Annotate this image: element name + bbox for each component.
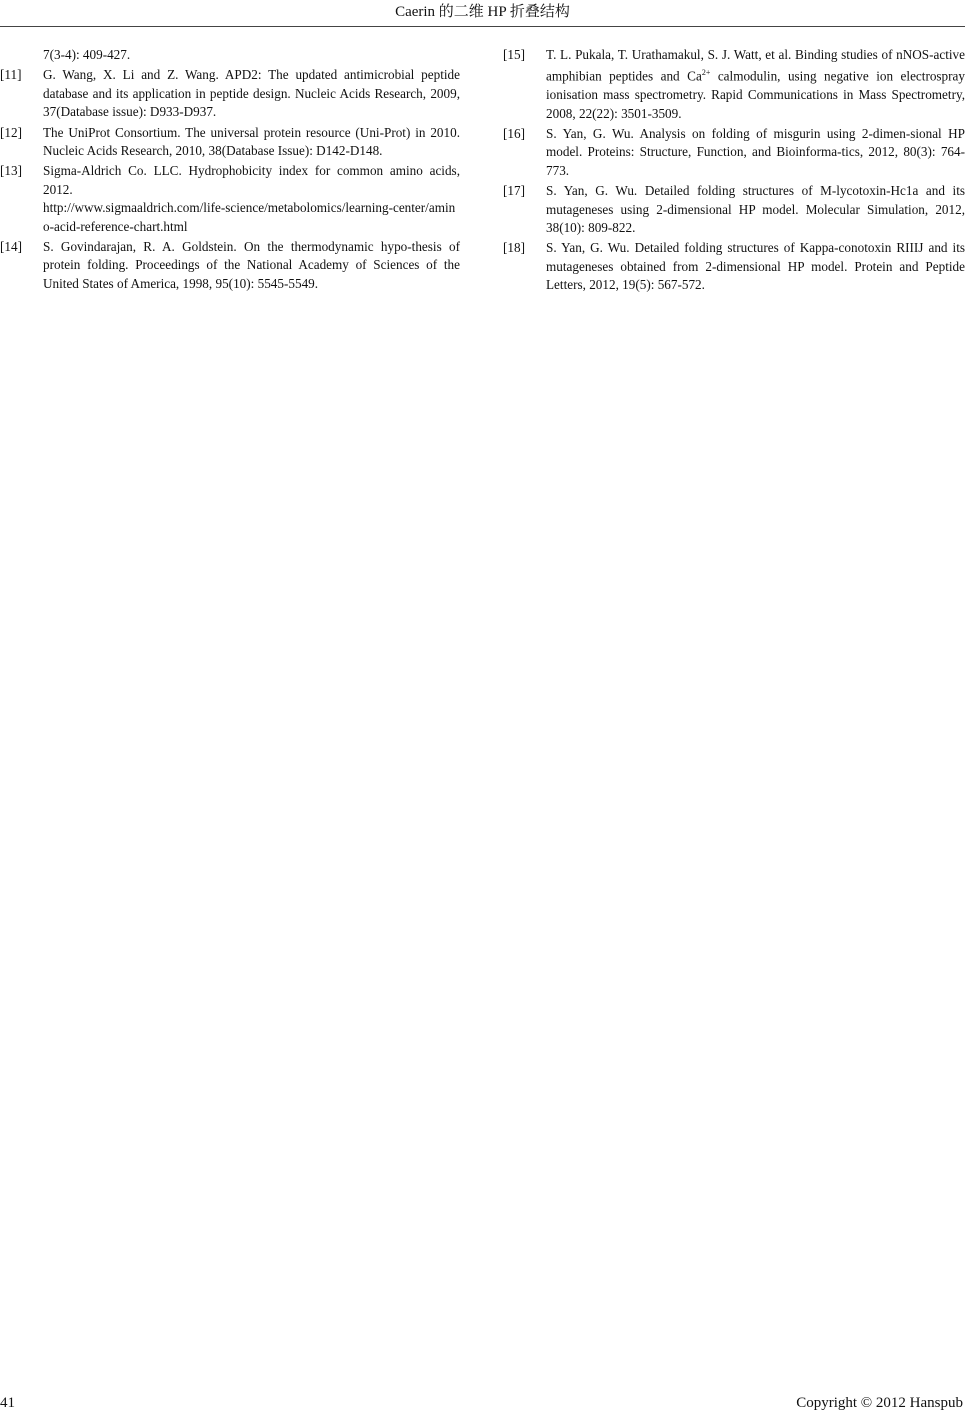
reference-number: [14] [0, 239, 22, 255]
reference-continuation: 7(3-4): 409-427. [43, 47, 131, 62]
reference-item [0, 238, 460, 293]
superscript-charge: 2+ [701, 68, 711, 78]
reference-text: G. Wang, X. Li and Z. Wang. APD2: The updated antimicrobial peptide database and its application in peptide design. Nucleic Acids Research, 2009, 37(Database issue): D933-D937. [43, 67, 460, 120]
reference-text: The UniProt Consortium. The universal protein resource (Uni-Prot) in 2010. Nucleic Acids Research, 2010, 38(Database Issue): D142-D148. [43, 124, 460, 159]
reference-item [0, 124, 460, 161]
reference-item [503, 125, 965, 180]
page-number: 41 [0, 1395, 15, 1411]
reference-item [0, 66, 460, 121]
reference-number: [13] [0, 163, 22, 179]
references-left-column [0, 46, 460, 295]
reference-number: [18] [503, 240, 525, 256]
running-header: Caerin 的二维 HP 折叠结构 [395, 4, 570, 20]
reference-item [503, 46, 965, 123]
reference-number: [17] [503, 183, 525, 199]
reference-text: calmodulin, using negative ion electrospray ionisation mass spectrometry. Rapid Communications in Mass Spectrometry, 2008, 22(22): 3501-3509. [546, 68, 965, 121]
header-rule [0, 26, 965, 27]
reference-number: [12] [0, 124, 22, 140]
copyright-notice: Copyright © 2012 Hanspub [796, 1395, 963, 1411]
reference-number: [11] [0, 67, 22, 83]
reference-item [0, 162, 460, 236]
reference-item [503, 182, 965, 237]
reference-text: Sigma-Aldrich Co. LLC. Hydrophobicity index for common amino acids, 2012. [43, 163, 460, 197]
reference-text: S. Yan, G. Wu. Analysis on folding of misgurin using 2-dimen-sional HP model. Proteins: Structure, Function, and Bioinforma-tics, 2012, 80(3): 764-773. [546, 126, 965, 178]
references-right-column [503, 46, 965, 297]
reference-url-link[interactable]: http://www.sigmaaldrich.com/life-science/metabolomics/learning-center/amino-acid-reference-chart.html [43, 200, 456, 234]
reference-number: [16] [503, 126, 525, 142]
reference-item [503, 239, 965, 294]
reference-text: S. Yan, G. Wu. Detailed folding structures of M-lycotoxin-Hc1a and its mutageneses using 2-dimensional HP model. Molecular Simulation, 2012, 38(10): 809-822. [546, 183, 965, 236]
reference-text: S. Yan, G. Wu. Detailed folding structures of Kappa-conotoxin RIIIJ and its mutageneses obtained from 2-dimensional HP model. Protein and Peptide Letters, 2012, 19(5): 567-572. [546, 240, 965, 293]
reference-text: T. L. Pukala, T. Urathamakul, S. J. Watt, et al. Binding studies of nNOS-active amphibian peptides and Ca [546, 47, 965, 84]
reference-number: [15] [503, 47, 525, 62]
reference-text: S. Govindarajan, R. A. Goldstein. On the thermodynamic hypo-thesis of protein folding. Proceedings of the National Academy of Sciences of the United States of America, 1998, 95(10): 5545-5549. [43, 239, 460, 291]
